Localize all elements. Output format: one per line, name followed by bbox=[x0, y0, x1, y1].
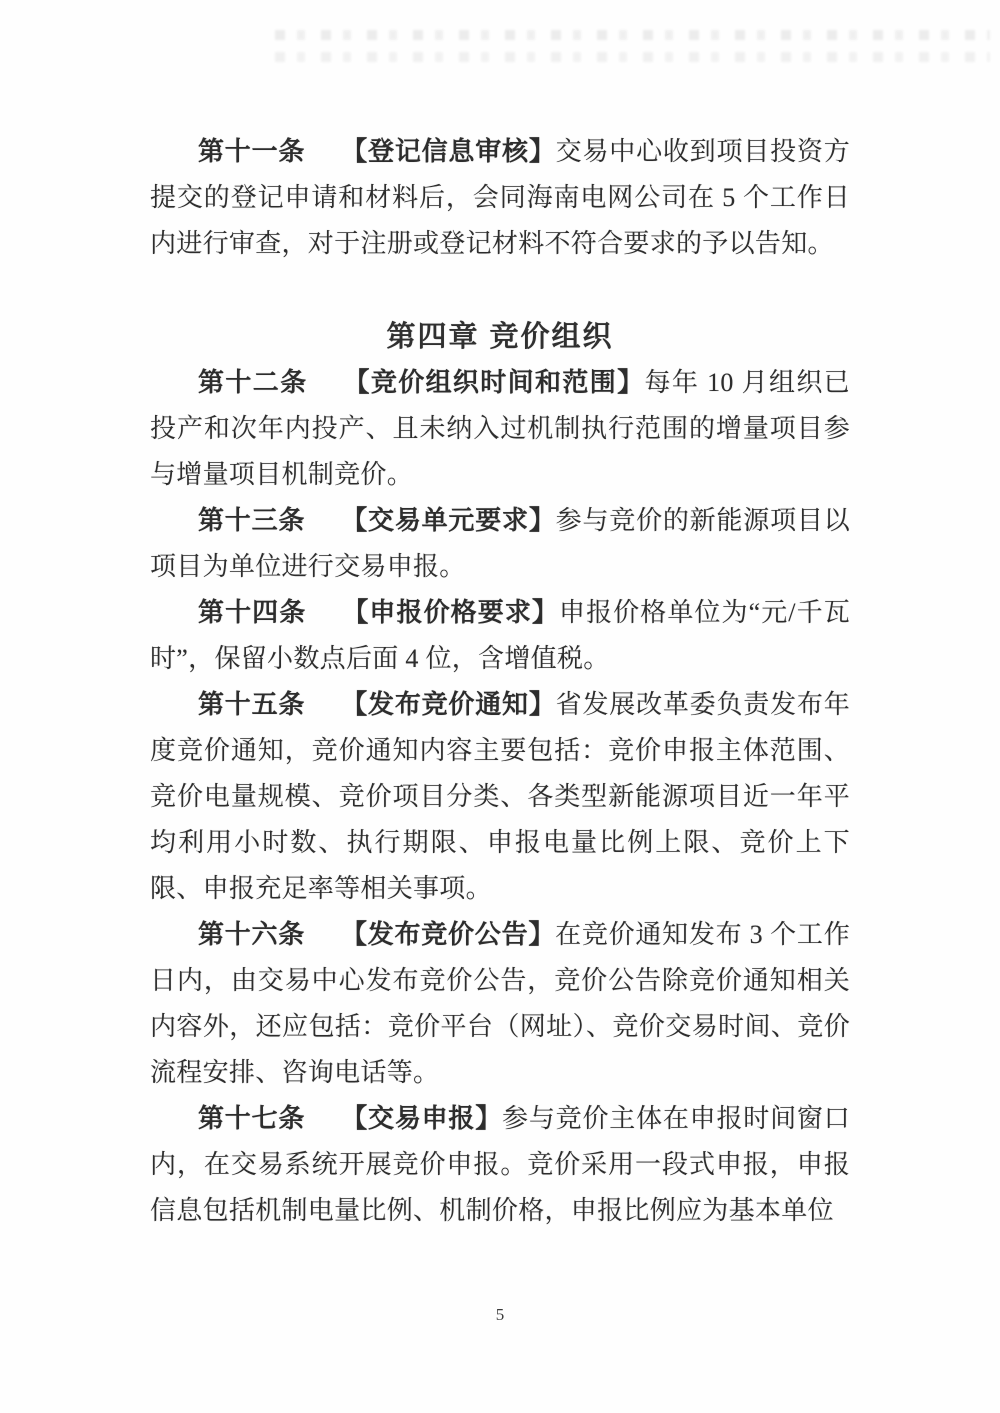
page-body-text bbox=[150, 129, 850, 1234]
chapter-heading: 第四章 竞价组织 bbox=[386, 321, 614, 353]
article-title-bracket: 【交易申报】 bbox=[341, 1104, 503, 1133]
article-body: 申报价格单位为“元/千瓦时”，保留小数点后面 4 位，含增值税。 bbox=[150, 598, 850, 673]
article-number: 第十一条 bbox=[198, 137, 306, 166]
article-body: 在竞价通知发布 3 个工作日内，由交易中心发布竞价公告，竞价公告除竞价通知相关内容外，还应包括：竞价平台（网址）、竞价交易时间、竞价流程安排、咨询电话等。 bbox=[150, 920, 850, 1087]
article-body: 参与竞价主体在申报时间窗口内，在交易系统开展竞价申报。竞价采用一段式申报，申报信息包括机制电量比例、机制价格，申报比例应为基本单位 bbox=[150, 1104, 850, 1225]
article-number: 第十七条 bbox=[198, 1104, 306, 1133]
scan-bleed-artifact bbox=[275, 30, 990, 40]
article-number: 第十二条 bbox=[198, 368, 308, 397]
article-body: 省发展改革委负责发布年度竞价通知，竞价通知内容主要包括：竞价申报主体范围、竞价电量规模、竞价项目分类、各类型新能源项目近一年平均利用小时数、执行期限、申报电量比例上限、竞价上下限、申报充足率等相关事项。 bbox=[150, 690, 850, 903]
article-paragraph-12 bbox=[150, 360, 850, 498]
article-number: 第十六条 bbox=[198, 920, 306, 949]
page-number: 5 bbox=[495, 1305, 505, 1324]
article-body: 参与竞价的新能源项目以项目为单位进行交易申报。 bbox=[150, 506, 850, 581]
article-paragraph-15 bbox=[150, 682, 850, 912]
article-number: 第十三条 bbox=[198, 506, 306, 535]
article-paragraph-14 bbox=[150, 590, 850, 682]
article-paragraph-13 bbox=[150, 498, 850, 590]
article-paragraph-16 bbox=[150, 912, 850, 1096]
article-title-bracket: 【竞价组织时间和范围】 bbox=[343, 368, 645, 397]
article-paragraph-17 bbox=[150, 1096, 850, 1234]
article-title-bracket: 【发布竞价通知】 bbox=[341, 690, 556, 719]
article-number: 第十五条 bbox=[198, 690, 306, 719]
article-title-bracket: 【交易单元要求】 bbox=[341, 506, 556, 535]
article-paragraph-11 bbox=[150, 129, 850, 267]
article-title-bracket: 【申报价格要求】 bbox=[342, 598, 560, 627]
article-body: 每年 10 月组织已投产和次年内投产、且未纳入过机制执行范围的增量项目参与增量项目机制竞价。 bbox=[150, 368, 850, 489]
article-title-bracket: 【发布竞价公告】 bbox=[341, 920, 556, 949]
article-title-bracket: 【登记信息审核】 bbox=[341, 137, 556, 166]
scan-bleed-artifact bbox=[275, 52, 990, 62]
article-body: 交易中心收到项目投资方提交的登记申请和材料后，会同海南电网公司在 5 个工作日内进行审查，对于注册或登记材料不符合要求的予以告知。 bbox=[150, 137, 850, 258]
article-number: 第十四条 bbox=[198, 598, 307, 627]
